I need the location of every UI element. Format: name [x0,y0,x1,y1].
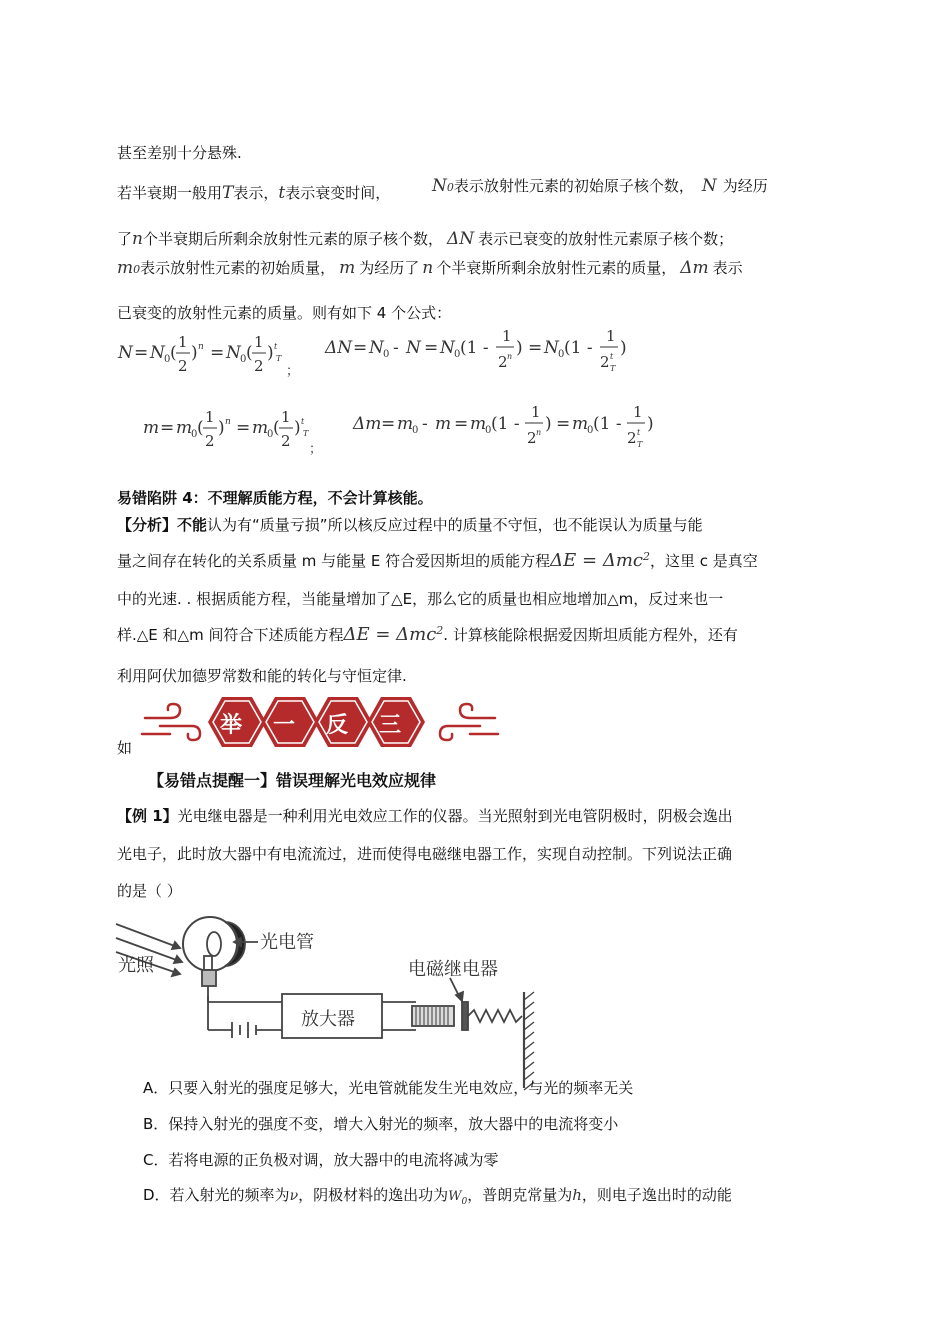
svg-text:(: ( [197,418,204,438]
svg-text:2: 2 [527,429,537,447]
svg-text:N: N [226,343,241,363]
svg-text:=: = [556,414,571,434]
text-line: 【分析】不能认为有“质量亏损”所以核反应过程中的质量不守恒，也不能误认为质量与能 [117,516,703,534]
svg-text:=: = [528,338,543,358]
svg-text:): ) [545,414,552,434]
svg-text:0: 0 [383,349,390,360]
svg-text:ΔN: ΔN [325,338,353,358]
svg-text:T: T [303,429,309,438]
svg-text:0: 0 [485,425,492,436]
svg-text:): ) [620,338,627,358]
svg-text:=: = [454,414,469,434]
svg-text:(: ( [246,343,253,363]
svg-text:0: 0 [454,349,461,360]
svg-text:2: 2 [600,353,610,371]
svg-text:=: = [424,338,439,358]
svg-text:2: 2 [627,429,637,447]
text-line: 光电子，此时放大器中有电流流过，进而使得电磁继电器工作，实现自动控制。下列说法正确 [117,845,733,863]
banner-char: 一 [273,713,296,738]
svg-text:): ) [218,418,225,438]
svg-text:n: n [536,428,542,437]
svg-text:2: 2 [178,357,188,375]
svg-text:2: 2 [498,353,508,371]
svg-text:n: n [507,352,513,361]
svg-text:n: n [198,342,204,352]
svg-text:N: N [440,338,455,358]
svg-text:m: m [572,414,589,434]
svg-text:0: 0 [240,354,247,365]
text-line: 已衰变的放射性元素的质量。则有如下 4 个公式： [117,304,452,322]
svg-text:): ) [267,343,274,363]
svg-text:=: = [353,338,368,358]
svg-text:1: 1 [281,408,291,426]
svg-text:T: T [276,354,282,363]
text-line: 样.△E 和△m 间符合下述质能方程ΔE = Δmc$^2$. 计算核能除根据爱因斯坦质能方程外，还有 [117,624,738,645]
relay-label: 电磁继电器 [408,959,498,980]
svg-text:0: 0 [412,425,419,436]
svg-text:1: 1 [178,333,188,351]
svg-text:-: - [393,338,399,358]
svg-text:=: = [381,414,396,434]
svg-text:m: m [397,414,414,434]
svg-text:N: N [544,338,559,358]
text-line: 若半衰期一般用T表示，t表示衰变时间， [117,183,391,203]
svg-text:t: t [274,342,278,351]
svg-text:N: N [406,338,421,358]
svg-text:0: 0 [587,425,594,436]
banner-char: 举 [220,713,243,738]
text-line: m0表示放射性元素的初始质量， m 为经历了 n 个半衰斯所剩余放射性元素的质量， Δm 表示 [117,258,743,278]
text-line: 如 [117,739,133,757]
svg-text:t: t [637,428,641,437]
amplifier-label: 放大器 [301,1009,355,1030]
svg-text:(1 -: (1 - [593,414,622,434]
half-life-formulas-image [110,325,670,460]
svg-text:): ) [647,414,654,434]
banner-labels [208,704,508,744]
option-c[interactable]: C．若将电源的正负极对调，放大器中的电流将减为零 [143,1151,499,1169]
svg-text:；: ； [309,442,323,457]
photocell-circuit-diagram [110,906,550,1091]
svg-text:t: t [610,352,614,361]
text-line: 的是（ ） [117,882,182,900]
svg-text:1: 1 [254,333,264,351]
option-a[interactable]: A．只要入射光的强度足够大，光电管就能发生光电效应，与光的频率无关 [143,1079,634,1097]
svg-text:Δm: Δm [353,414,382,434]
text-line: 了n个半衰期后所剩余放射性元素的原子核个数， ΔN 表示已衰变的放射性元素原子核个数； [117,229,734,249]
svg-text:0: 0 [558,349,565,360]
svg-text:m: m [143,418,160,438]
option-b[interactable]: B．保持入射光的强度不变，增大入射光的频率，放大器中的电流将变小 [143,1115,619,1133]
option-d[interactable]: D．若入射光的频率为ν，阴极材料的逸出功为$W_0$，普朗克常量为h，则电子逸出时的动能 [143,1186,732,1207]
text-line: 中的光速. . 根据质能方程，当能量增加了△E，那么它的质量也相应地增加△m，反过来也一 [117,590,724,608]
svg-text:(1 -: (1 - [491,414,520,434]
svg-text:0: 0 [267,429,274,440]
svg-text:=: = [134,343,149,363]
section-heading: 易错陷阱 4：不理解质能方程，不会计算核能。 [117,489,433,507]
svg-text:0: 0 [164,354,171,365]
svg-text:n: n [225,417,231,427]
section-heading: 【易错点提醒一】错误理解光电效应规律 [148,771,437,790]
svg-text:1: 1 [502,327,512,345]
svg-text:(: ( [273,418,280,438]
svg-text:1: 1 [205,408,215,426]
light-label: 光照 [118,955,154,976]
tube-label: 光电管 [260,932,314,953]
svg-text:N: N [369,338,384,358]
svg-text:(1 -: (1 - [460,338,489,358]
svg-text:m: m [252,418,269,438]
svg-text:2: 2 [205,432,215,450]
text-line: 量之间存在转化的关系质量 m 与能量 E 符合爱因斯坦的质能方程ΔE = Δmc$^2$，这里 c 是真空 [117,550,758,571]
svg-text:=: = [210,343,225,363]
svg-text:2: 2 [281,432,291,450]
example-label: 【例 1】 [117,807,178,825]
svg-text:；: ； [286,364,300,379]
svg-text:(1 -: (1 - [564,338,593,358]
svg-text:-: - [422,414,428,434]
svg-text:m: m [435,414,452,434]
banner-char: 反 [326,713,349,738]
svg-text:2: 2 [254,357,264,375]
svg-text:m: m [470,414,487,434]
text-line: N0表示放射性元素的初始原子核个数， N 为经历 [432,176,768,196]
svg-text:N: N [118,343,133,363]
svg-text:0: 0 [191,429,198,440]
svg-text:1: 1 [531,403,541,421]
svg-text:T: T [637,440,643,449]
text-line: 【例 1】光电继电器是一种利用光电效应工作的仪器。当光照射到光电管阴极时，阴极会逸出 [117,807,733,825]
svg-text:): ) [294,418,301,438]
banner-char: 三 [379,713,402,738]
svg-text:N: N [150,343,165,363]
svg-text:t: t [301,417,305,426]
svg-text:1: 1 [606,327,616,345]
svg-text:1: 1 [633,403,643,421]
svg-text:): ) [516,338,523,358]
svg-text:): ) [191,343,198,363]
svg-text:(: ( [170,343,177,363]
text-line: 利用阿伏加德罗常数和能的转化与守恒定律. [117,667,407,685]
svg-text:=: = [160,418,175,438]
svg-text:=: = [236,418,251,438]
text-line: 甚至差别十分悬殊. [117,144,242,162]
svg-text:T: T [610,364,616,373]
svg-text:m: m [176,418,193,438]
